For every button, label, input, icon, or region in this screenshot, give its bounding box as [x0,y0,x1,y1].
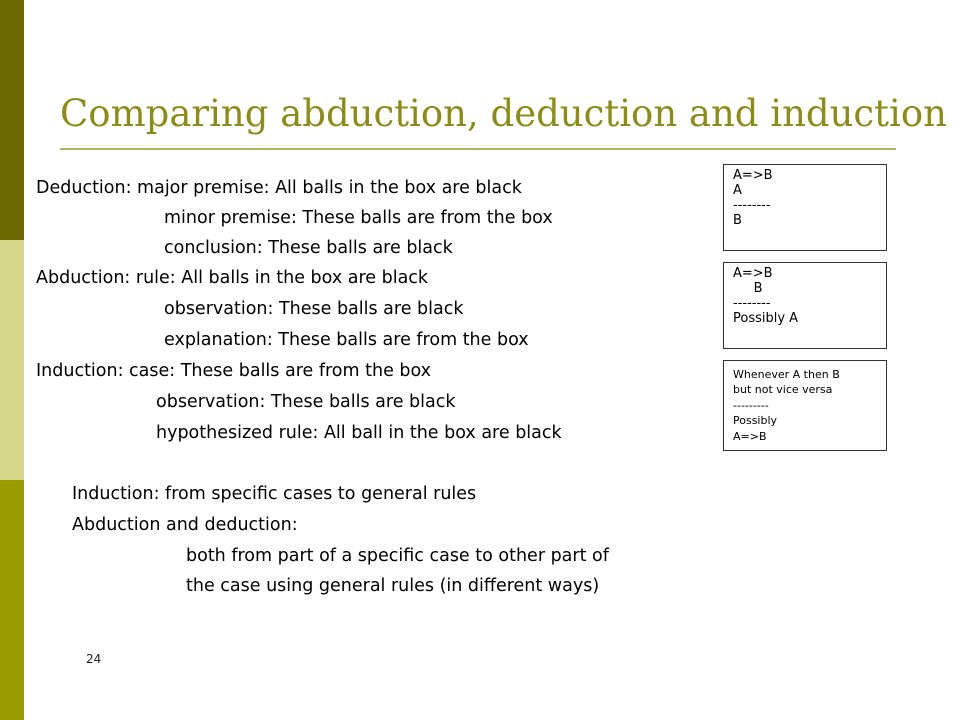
deduction-schema-box [723,164,887,251]
induction-case: Induction: case: These balls are from the box [36,361,432,381]
sidebar-band-bottom [0,480,24,720]
box-line: Possibly [733,414,778,428]
box-line: -------- [733,295,771,311]
box-line: Whenever A then B [733,368,840,381]
abduction-deduction-line-2: the case using general rules (in different ways) [186,576,600,596]
sidebar-band-middle [0,240,24,480]
induction-hypothesized-rule: hypothesized rule: All ball in the box are black [156,423,562,443]
abduction-explanation: explanation: These balls are from the box [164,330,529,350]
induction-observation: observation: These balls are black [156,392,456,412]
abduction-deduction-line-1: both from part of a specific case to other part of [186,546,609,566]
title-underline [60,148,896,150]
box-line: A=>B [733,168,773,183]
box-line: --------- [733,398,769,412]
box-line: A [733,182,742,198]
box-line: -------- [733,197,771,213]
box-line: Possibly A [733,310,799,326]
box-line: A=>B [733,266,773,281]
induction-summary: Induction: from specific cases to general rules [72,484,477,504]
abduction-schema-box [723,262,887,349]
box-line: B [733,280,763,296]
box-line: A=>B [733,429,767,443]
page-number: 24 [86,652,102,666]
sidebar-band-top [0,0,24,240]
abduction-rule: Abduction: rule: All balls in the box are black [36,268,429,288]
slide-title: Comparing abduction, deduction and induction [60,92,947,135]
abduction-observation: observation: These balls are black [164,299,464,319]
box-line: but not vice versa [733,383,833,397]
deduction-minor-premise: minor premise: These balls are from the box [164,208,553,228]
box-line: B [733,212,742,228]
deduction-conclusion: conclusion: These balls are black [164,238,453,258]
deduction-major-premise: Deduction: major premise: All balls in the box are black [36,178,522,198]
abduction-deduction-heading: Abduction and deduction: [72,515,298,535]
induction-schema-box [723,360,887,451]
